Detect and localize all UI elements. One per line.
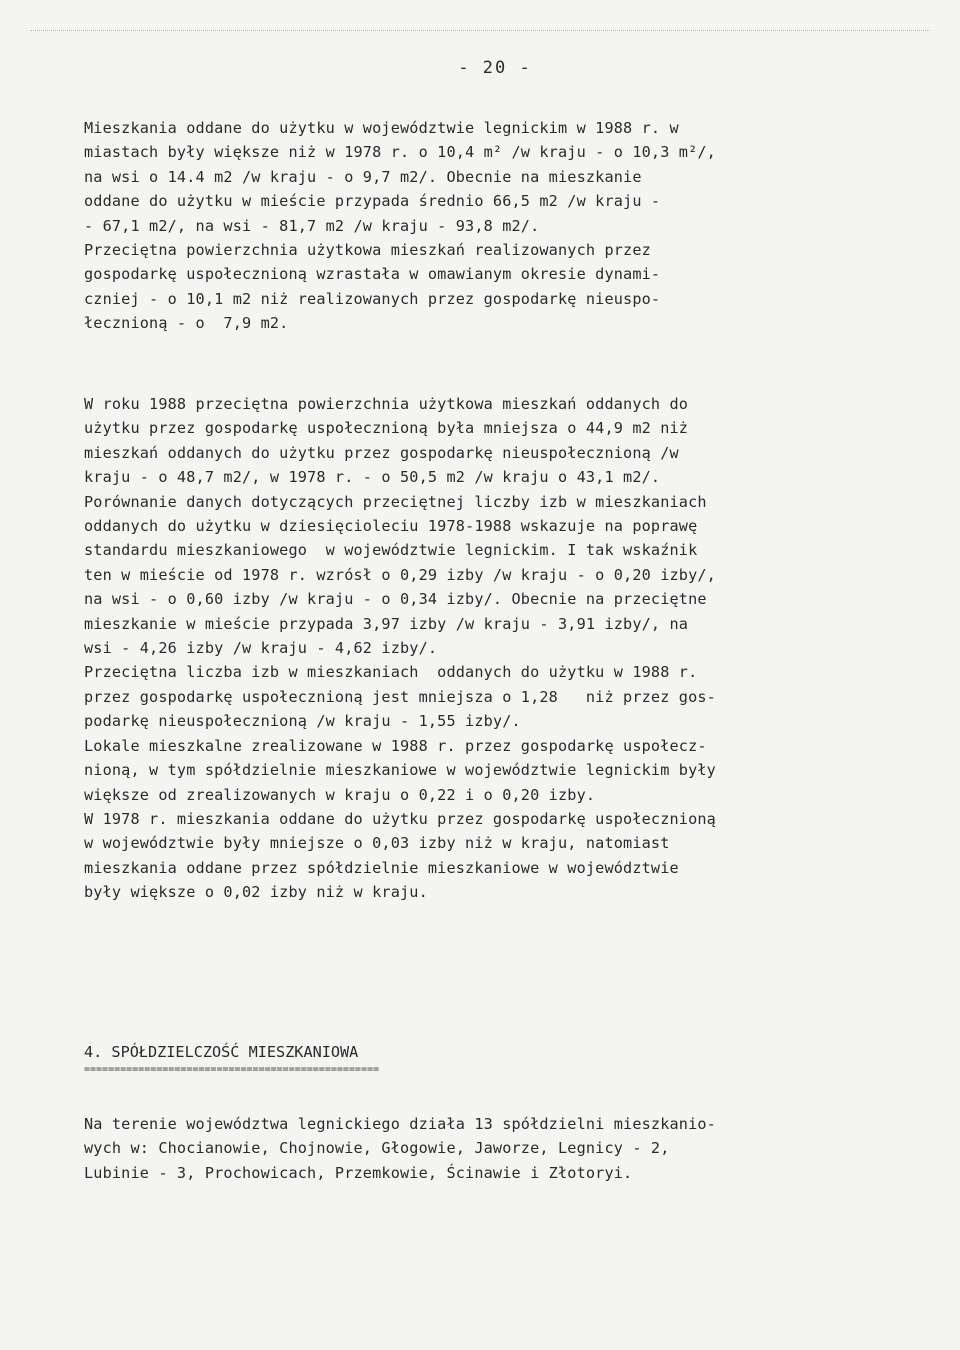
page-number: - 20 - bbox=[458, 58, 532, 78]
top-dotted-rule bbox=[30, 30, 930, 31]
section-heading: 4. SPÓŁDZIELCZOŚĆ MIESZKANIOWA bbox=[84, 1043, 359, 1061]
paragraph-rooms-comparison: W roku 1988 przeciętna powierzchnia użytkowa mieszkań oddanych do użytku przez gospodarkę uspołecznioną była mniejsza o 44,9 m2 niż mieszkań oddanych do użytku przez gospodarkę nieuspołecznioną /w kraju - o 48,7 m2/, w 1978 r. - o 50,5 m2 /w kraju o 43,1 m2/. Porównanie danych dotyczących przeciętnej liczby izb w mieszkaniach oddanych do użytku w dziesięcioleciu 1978-1988 wskazuje na poprawę standardu mieszkaniowego w województwie legnickim. I tak wskaźnik ten w mieście od 1978 r. wzrósł o 0,29 izby /w kraju - o 0,20 izby/, na wsi - o 0,60 izby /w kraju - o 0,34 izby/. Obecnie na przeciętne mieszkanie w mieście przypada 3,97 izby /w kraju - 3,91 izby/, na wsi - 4,26 izby /w kraju - 4,62 izby/. Przeciętna liczba izb w mieszkaniach oddanych do użytku w 1988 r. przez gospodarkę uspołecznioną jest mniejsza o 1,28 niż przez gos- podarkę nieuspołecznioną /w kraju - 1,55 izby/. Lokale mieszkalne zrealizowane w 1988 r. przez gospodarkę uspołecz- nioną, w tym spółdzielnie mieszkaniowe w województwie legnickim były większe od zrealizowanych w kraju o 0,22 i o 0,20 izby. W 1978 r. mieszkania oddane do użytku przez gospodarkę uspołecznioną w województwie były mniejsze o 0,03 izby niż w kraju, natomiast mieszkania oddane przez spółdzielnie mieszkaniowe w województwie były większe o 0,02 izby niż w kraju. bbox=[84, 395, 716, 902]
section-heading-underline: ================================================= bbox=[84, 1064, 380, 1075]
paragraph-dwelling-area: Mieszkania oddane do użytku w województwie legnickim w 1988 r. w miastach były większe niż w 1978 r. o 10,4 m² /w kraju - o 10,3 m²/, na wsi o 14.4 m2 /w kraju - o 9,7 m2/. Obecnie na mieszkanie oddane do użytku w mieście przypada średnio 66,5 m2 /w kraju - - 67,1 m2/, na wsi - 81,7 m2 /w kraju - 93,8 m2/. Przeciętna powierzchnia użytkowa mieszkań realizowanych przez gospodarkę uspołecznioną wzrastała w omawianym okresie dynami- czniej - o 10,1 m2 niż realizowanych przez gospodarkę nieuspo- łecznioną - o 7,9 m2. bbox=[84, 119, 716, 333]
paragraph-cooperatives: Na terenie województwa legnickiego działa 13 spółdzielni mieszkanio- wych w: Chocianowie, Chojnowie, Głogowie, Jaworze, Legnicy - 2, Lubinie - 3, Prochowicach, Przemkowie, Ścinawie i Złotoryi. bbox=[84, 1115, 716, 1182]
